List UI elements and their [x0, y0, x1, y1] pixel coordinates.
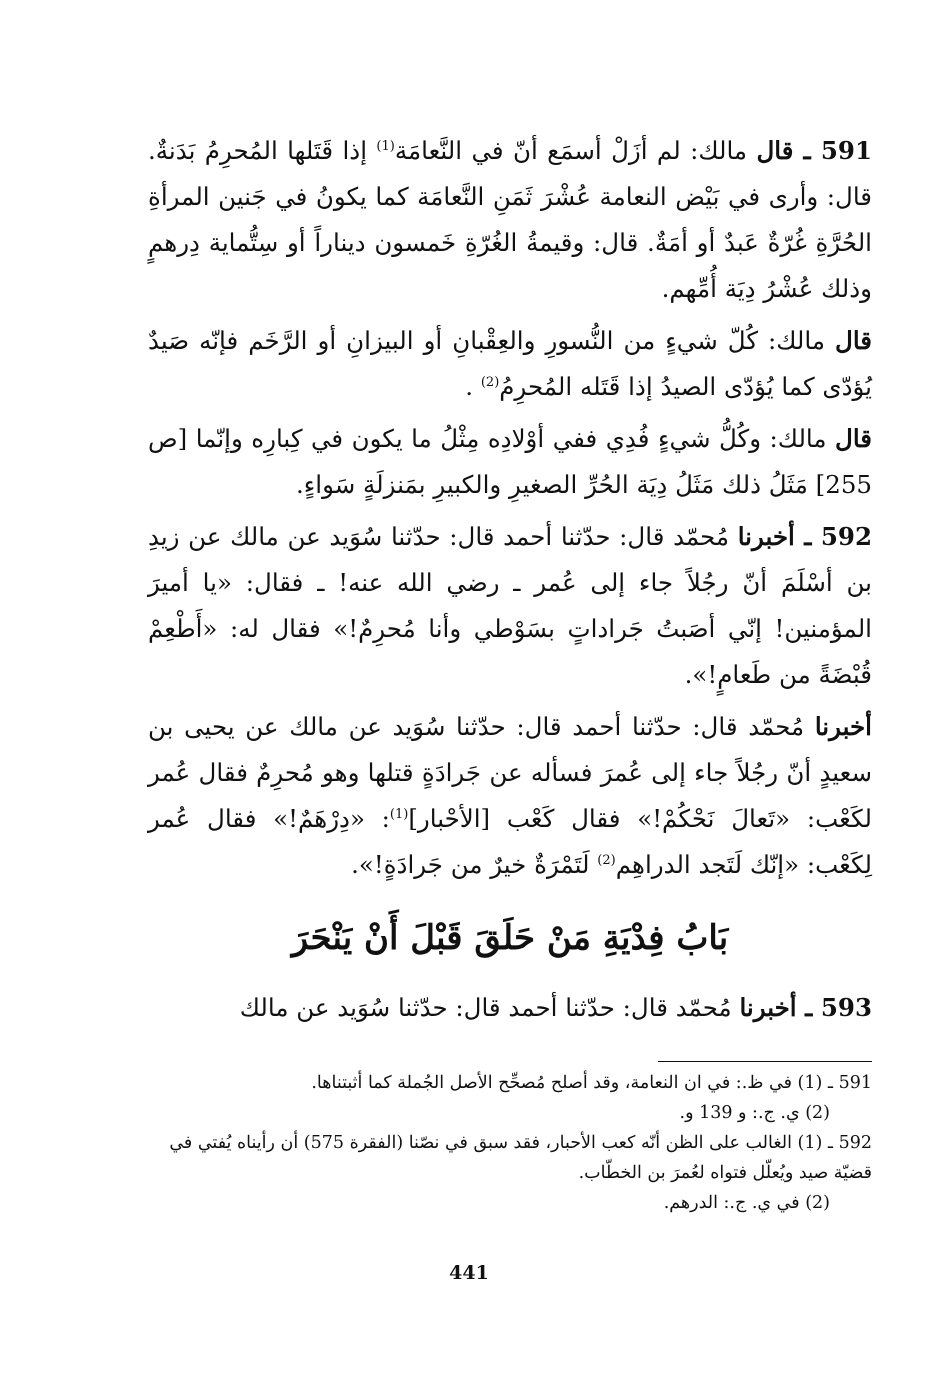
paragraph-text-cont: مَثَلُ ذلك مَثَلُ دِيَة الحُرِّ الصغيرِ والكبيرِ بمَنزلَةٍ سَواءٍ. — [295, 470, 816, 499]
paragraph-text-end: لَتَمْرَةٌ خيرٌ من جَرادَةٍ!». — [351, 850, 598, 879]
paragraph-text-cont: إذا قَتَلها المُحرِمُ بَدَنةٌ. قال: وأرى في بَيْض النعامة عُشْرَ ثَمَنِ النَّعامَة كما يكونُ في جَنين المرأةِ الحُرَّةِ غُرّةٌ عَبدٌ أو أمَةٌ. قال: وقيمةُ الغُرّةِ خَمسون ديناراً أو سِتُّماية دِرهمٍ وذلك عُشْرُ دِيَة أُمِّهم. — [148, 136, 872, 303]
paragraph-text-cont: : «دِرْهَمٌ!» فقال عُمر لِكَعْب: «إنّك لَتَجد الدراهِم — [148, 804, 872, 879]
paragraph-lead: قال — [835, 424, 872, 453]
paragraph-lead: 591 ـ قال — [756, 136, 873, 165]
footnote-ref: (2) — [597, 852, 616, 868]
paragraph-592 — [148, 514, 872, 698]
footnote-ref: (1) — [389, 806, 409, 822]
paragraph-text-cont: . — [465, 372, 481, 401]
paragraph-text: مُحمّد قال: حدّثنا أحمد قال: حدّثنا سُوَيد عن مالك — [239, 993, 740, 1022]
paragraph-text: مُحمّد قال: حدّثنا أحمد قال: حدّثنا سُوَيد عن مالك عن زيدِ بن أسْلَمَ أنّ رجُلاً جاء إلى عُمر ـ رضي الله عنه! ـ فقال: «يا أميرَ المؤمنين! إنّي أصَبتُ جَراداتٍ بسَوْطي وأنا مُحرِمٌ!» فقال له: «أَطْعِمْ قُبْضَةً من طَعامٍ!». — [148, 522, 872, 689]
footnote-separator — [658, 1061, 872, 1062]
paragraph-malik-birds — [148, 318, 872, 410]
paragraph-lead: قال — [835, 326, 872, 355]
paragraph-lead: 592 ـ أخبرنا — [737, 522, 872, 551]
footnote: (2) ي. ج.: و 139 و. — [679, 1103, 830, 1123]
paragraph-lead: 593 ـ أخبرنا — [739, 993, 872, 1022]
paragraph-593 — [148, 985, 872, 1031]
paragraph-lead: أخبرنا — [814, 712, 872, 741]
paragraph-locust — [148, 704, 872, 888]
footnote: (2) في ي. ج.: الدرهم. — [663, 1193, 830, 1213]
footnotes — [148, 1068, 872, 1218]
paragraph-text: مُحمّد قال: حدّثنا أحمد قال: حدّثنا سُوَيد عن مالك عن يحيى بن سعيدٍ أنّ رجُلاً جاء إلى عُمرَ فسأله عن جَرادَةٍ قتلها وهو مُحرِمٌ فقال عُمر لكَعْب: «تَعالَ نَحْكُمْ!» فقال كَعْب [الأحْبار] — [148, 712, 873, 833]
chapter-heading: بَابُ فِدْيَةِ مَنْ حَلَقَ قَبْلَ أَنْ يَنْحَرَ — [291, 918, 729, 958]
paragraph-text: مالك: وكُلُّ شيءٍ فُدِي ففي أوْلادِه مِثْلُ ما يكون في كِبارِه وإنّما — [187, 424, 836, 453]
footnote-ref: (2) — [480, 374, 500, 390]
footnote: 592 ـ (1) الغالب على الظن أنّه كعب الأحبار، فقد سبق في نصّنا (الفقرة 575) أن رأيناه يُفتي في قضيّة صيد ويُعلّل فتواه لعُمرَ بن الخطّاب. — [169, 1133, 872, 1183]
paragraph-text: مالك: لم أزَلْ أسمَع أنّ في النَّعامَة — [394, 136, 757, 165]
paragraph-malik-offspring — [148, 416, 872, 508]
footnote-ref: (1) — [376, 138, 395, 154]
paragraph-text: مالك: كُلّ شيءٍ من النُّسورِ والعِقْبانِ أو البيزانِ أو الرَّخَم فإنّه صَيدٌ يُؤدّى كما يُؤدّى الصيدُ إذا قَتَله المُحرِمُ — [148, 326, 872, 401]
footnote: 591 ـ (1) في ظ.: في ان النعامة، وقد أصلح مُصحِّح الأصل الجُملة كما أثبتناها. — [311, 1073, 872, 1093]
paragraph-591 — [148, 128, 872, 312]
page-marker: [ص 255] — [148, 424, 872, 499]
page-number: 441 — [449, 1262, 489, 1284]
main-text — [148, 128, 872, 888]
